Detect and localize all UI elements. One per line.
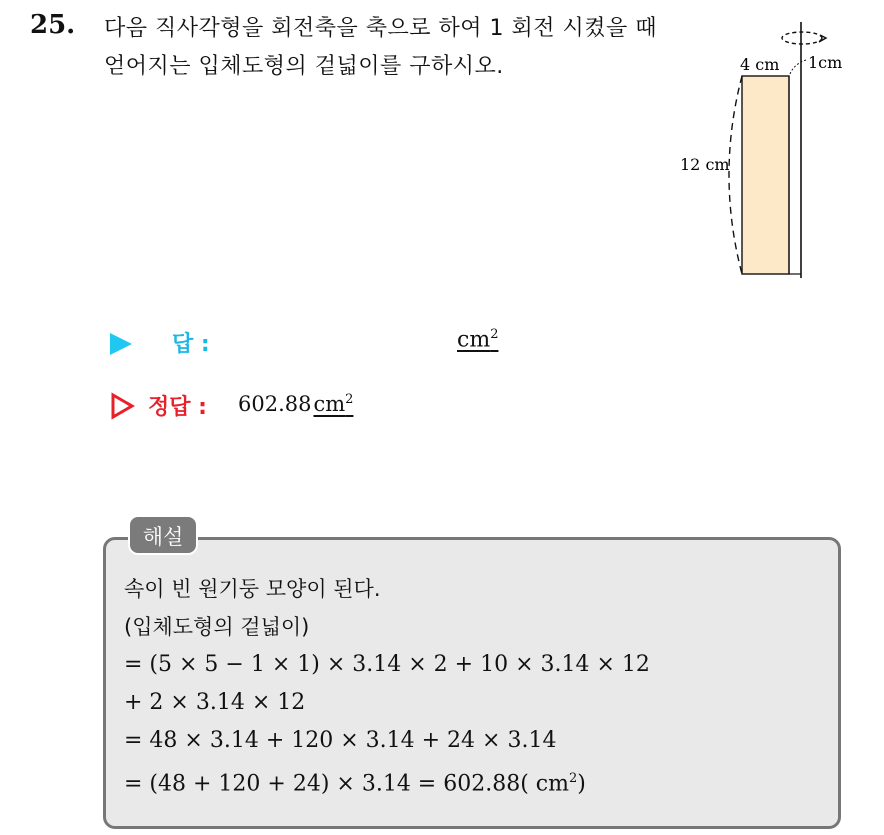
explanation-line: = 48 × 3.14 + 120 × 3.14 + 24 × 3.14 <box>124 728 557 753</box>
answer-arrow-icon <box>110 333 132 355</box>
answer-label: 답 : <box>172 332 210 357</box>
question-number: 25. <box>30 10 76 40</box>
height-label: 12 cm <box>680 155 730 174</box>
rotation-figure <box>660 22 860 292</box>
solution-value: $602.88cm^2$ <box>238 392 354 416</box>
rotation-arrow-icon <box>782 32 822 44</box>
explanation-line: + 2 × 3.14 × 12 <box>124 690 306 715</box>
solution-label: 정답 : <box>148 395 207 420</box>
answer-unit: $cm^2$ <box>457 327 499 353</box>
height-arc <box>729 76 742 274</box>
explanation-line: = (5 × 5 − 1 × 1) × 3.14 × 2 + 10 × 3.14 × 12 <box>124 652 650 677</box>
explanation-line: 속이 빈 원기둥 모양이 된다. <box>124 577 381 601</box>
question-text: 다음 직사각형을 회전축을 축으로 하여 1 회전 시켰을 때 얻어지는 입체도형의 겉넓이를 구하시오. <box>104 16 657 79</box>
answer-row <box>110 325 610 365</box>
explanation-line: (입체도형의 겉넓이) <box>124 615 310 639</box>
explanation-tag: 해설 <box>128 515 198 555</box>
rectangle-shape <box>742 76 789 274</box>
explanation-lines <box>124 570 824 798</box>
width-label: 4 cm <box>740 55 780 74</box>
gap-label: 1cm <box>808 53 843 72</box>
solution-row <box>110 388 610 428</box>
explanation-line-final: = (48 + 120 + 24) × 3.14 = 602.88( $cm^2$) <box>124 771 586 797</box>
solution-arrow-icon <box>110 392 136 420</box>
